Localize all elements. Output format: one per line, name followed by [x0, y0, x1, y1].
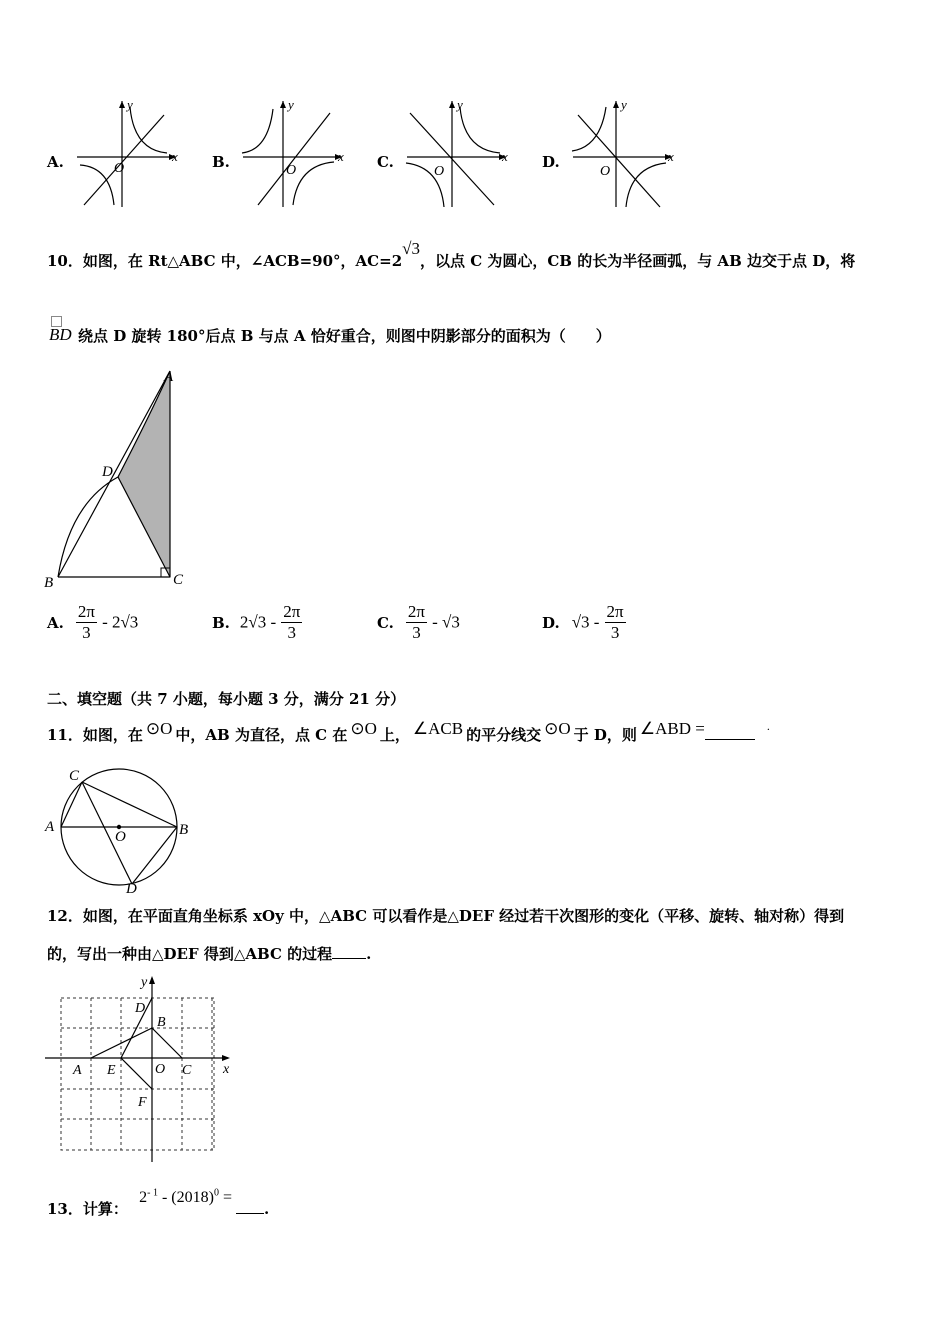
section-2-heading: 二、填空题（共 7 小题，每小题 3 分，满分 21 分）: [47, 690, 406, 708]
fraction: [605, 602, 626, 643]
point-d-label: D: [102, 464, 113, 480]
q12-answer-blank[interactable]: [332, 958, 366, 959]
q9-graph-c: [402, 95, 514, 210]
q12-figure: [40, 972, 240, 1167]
q11-dot: .: [766, 719, 770, 733]
q9-graph-d: [568, 95, 680, 210]
q9-option-c-label: C.: [377, 153, 394, 171]
q11-circle-symbol: ⊙O: [350, 719, 377, 738]
point-f-label: F: [138, 1095, 147, 1110]
axis-x-label: x: [223, 1062, 230, 1077]
point-o-label: O: [115, 829, 126, 845]
q9-option-b-label: B.: [212, 153, 230, 171]
option-label: A.: [47, 613, 64, 632]
q11-p4: 的平分线交: [466, 726, 542, 744]
expr-base: 2: [139, 1189, 148, 1206]
q10-option-d: [542, 602, 626, 643]
q9-graph-a: [72, 95, 184, 210]
axis-x-label: x: [502, 149, 508, 164]
point-o-label: O: [155, 1062, 166, 1077]
q11-p1: 11．如图，在: [47, 726, 143, 744]
frac-num: 2π: [407, 602, 425, 621]
expr-equals: =: [222, 1189, 232, 1206]
frac-den: 3: [82, 623, 91, 642]
point-c-label: C: [69, 768, 80, 784]
point-c-label: C: [173, 572, 184, 588]
point-b-label: B: [179, 822, 189, 838]
q10-line2: 绕点 D 旋转 180°后点 B 与点 A 恰好重合，则图中阴影部分的面积为（ ）: [78, 327, 611, 345]
option-rest: - √3: [432, 612, 460, 632]
frac-den: 3: [412, 623, 421, 642]
origin-label: O: [286, 163, 297, 178]
point-c-label: C: [182, 1063, 192, 1078]
axis-x-label: x: [172, 149, 178, 164]
origin-label: O: [434, 164, 445, 179]
option-label: B.: [212, 613, 230, 632]
q11-figure: [42, 765, 202, 895]
q10-option-a: [47, 602, 138, 643]
axis-y-label: y: [127, 97, 133, 112]
frac-num: 2π: [77, 602, 95, 621]
q10-text-a: 10．如图，在 Rt△ABC 中，∠ACB=90°，AC=2: [47, 252, 403, 270]
q11-angle: ∠ACB: [412, 719, 464, 738]
q9-graph-b: [238, 95, 350, 210]
point-d-label: D: [135, 1001, 146, 1016]
axis-y-label: y: [141, 975, 148, 990]
q13-end: .: [263, 1200, 270, 1218]
point-b-label: B: [44, 575, 54, 591]
option-rest: - 2√3: [102, 612, 139, 632]
q10-option-c: [377, 602, 460, 643]
q11-circle-symbol: ⊙O: [145, 719, 173, 738]
q11-p2: 中，AB 为直径，点 C 在: [175, 726, 348, 744]
q10-sqrt3: √3: [402, 239, 420, 258]
option-label: D.: [542, 613, 560, 632]
frac-num: 2π: [606, 602, 624, 621]
q11-answer-blank[interactable]: [705, 739, 755, 740]
q10-arc-symbol: [49, 316, 72, 347]
axis-y-label: y: [621, 97, 627, 112]
expr-exponent-2: 0: [213, 1187, 219, 1199]
axis-x-label: x: [338, 149, 344, 164]
q10-option-b: [212, 602, 302, 643]
fraction: [281, 602, 302, 643]
option-pre: √3 -: [571, 612, 600, 632]
origin-label: O: [114, 161, 125, 176]
axis-y-label: y: [288, 97, 294, 112]
origin-label: O: [600, 164, 611, 179]
fraction: [406, 602, 427, 643]
q13-expression: [139, 1189, 232, 1206]
q13-label: 13．计算：: [47, 1200, 128, 1218]
frac-num: 2π: [283, 602, 301, 621]
point-a-label: A: [73, 1063, 82, 1078]
expr-middle: - (2018): [161, 1189, 214, 1206]
q11-p5: 于 D，则: [573, 726, 637, 744]
q13-answer-blank[interactable]: [236, 1213, 264, 1214]
point-a-label: A: [45, 819, 55, 835]
fraction: [76, 602, 97, 643]
point-a-label: A: [164, 369, 174, 385]
q12-line1: 12．如图，在平面直角坐标系 xOy 中，△ABC 可以看作是△DEF 经过若干次图形的变化（平移、旋转、轴对称）得到: [47, 907, 845, 925]
q12-line2-text: 的，写出一种由△DEF 得到△ABC 的过程: [47, 945, 333, 963]
q10-figure: [40, 365, 200, 595]
q13-line: [47, 1187, 270, 1219]
expr-exponent: - 1: [147, 1187, 158, 1199]
q11-answer-lead: ∠ABD =: [639, 719, 705, 738]
point-b-label: B: [157, 1015, 166, 1030]
q10-arc-label: BD: [49, 325, 72, 344]
q9-option-a-label: A.: [47, 153, 64, 171]
q10-line1: [47, 239, 856, 271]
q12-line2: [47, 943, 371, 964]
q10-text-b: ，以点 C 为圆心，CB 的长为半径画弧，与 AB 边交于点 D，将: [419, 252, 856, 270]
q9-option-d-label: D.: [542, 153, 560, 171]
frac-den: 3: [610, 623, 620, 642]
frac-den: 3: [287, 623, 297, 642]
point-e-label: E: [107, 1063, 116, 1078]
q11-text: [47, 719, 770, 745]
axis-y-label: y: [457, 97, 463, 112]
q12-end: .: [366, 945, 372, 963]
point-d-label: D: [126, 881, 137, 895]
option-pre: 2√3 -: [239, 612, 277, 632]
q11-circle-symbol: ⊙O: [544, 719, 571, 738]
q11-p3: 上，: [379, 726, 410, 744]
option-label: C.: [377, 613, 394, 632]
axis-x-label: x: [668, 149, 674, 164]
